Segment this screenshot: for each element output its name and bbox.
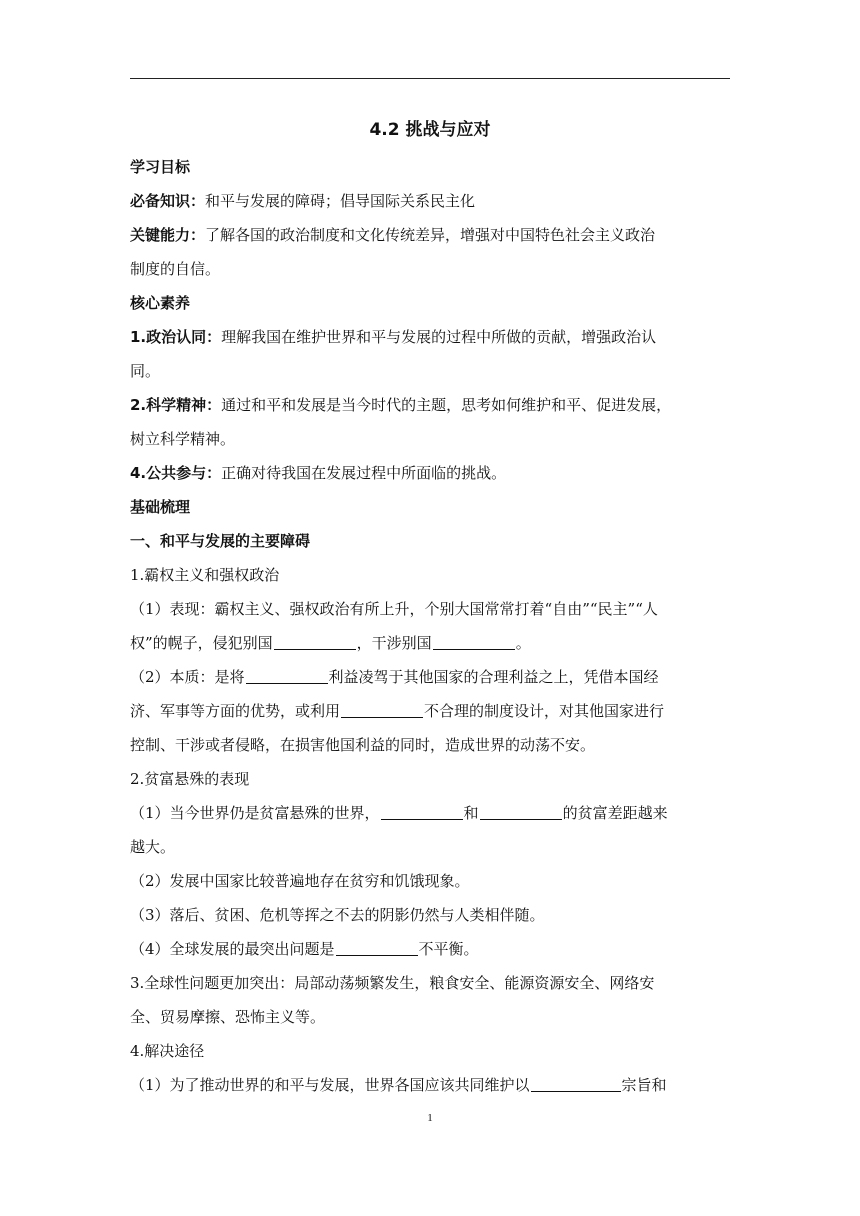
- text-span: 权”的幌子，侵犯别国: [130, 634, 273, 652]
- fill-blank[interactable]: [246, 682, 328, 684]
- text-span: 利益凌驾于其他国家的合理利益之上，凭借本国经: [328, 668, 659, 686]
- literacy-4-text: 正确对待我国在发展过程中所面临的挑战。: [221, 464, 507, 482]
- literacy-4-label: 4.公共参与：: [130, 464, 222, 482]
- literacy-2-line1: 通过和平和发展是当今时代的主题，思考如何维护和平、促进发展，: [221, 396, 672, 414]
- item-2-q1-line1: [130, 796, 730, 830]
- text-span: （1）为了推动世界的和平与发展，世界各国应该共同维护以: [130, 1076, 530, 1094]
- text-span: （2）本质：是将: [130, 668, 245, 686]
- key-ability-line2: 制度的自信。: [130, 260, 221, 278]
- required-knowledge-text: 和平与发展的障碍；倡导国际关系民主化: [205, 192, 476, 210]
- key-ability-label: 关键能力：: [130, 226, 206, 244]
- text-span: 的贫富差距越来: [562, 804, 668, 822]
- item-1-heading: 1.霸权主义和强权政治: [130, 566, 280, 584]
- key-ability-line1: 了解各国的政治制度和文化传统差异，增强对中国特色社会主义政治: [205, 226, 656, 244]
- text-span: ，干涉别国: [356, 634, 432, 652]
- item-3-line2: 全、贸易摩擦、恐怖主义等。: [130, 1008, 326, 1026]
- objectives-heading: 学习目标: [130, 158, 191, 176]
- document-body: [130, 150, 730, 1102]
- fill-blank[interactable]: [341, 716, 423, 718]
- item-4-r1: [130, 1068, 730, 1102]
- text-span: 济、军事等方面的优势，或利用: [130, 702, 341, 720]
- text-span: （4）全球发展的最突出问题是: [130, 940, 335, 958]
- section-1-heading: 一、和平与发展的主要障碍: [130, 532, 311, 550]
- fill-blank[interactable]: [381, 818, 463, 820]
- literacy-4: [130, 456, 730, 490]
- document-title: 4.2 挑战与应对: [369, 120, 491, 140]
- fill-blank[interactable]: [274, 648, 356, 650]
- item-2-heading: 2.贫富悬殊的表现: [130, 770, 250, 788]
- item-2-q1-line2: 越大。: [130, 838, 176, 856]
- item-2-q2: （2）发展中国家比较普遍地存在贫穷和饥饿现象。: [130, 872, 470, 890]
- item-4-heading: 4.解决途径: [130, 1042, 205, 1060]
- literacy-1-line1: 理解我国在维护世界和平与发展的过程中所做的贡献，增强政治认: [221, 328, 657, 346]
- item-1-p2-line3: 控制、干涉或者侵略，在损害他国利益的同时，造成世界的动荡不安。: [130, 736, 596, 754]
- item-1-p1-line1: （1）表现：霸权主义、强权政治有所上升，个别大国常常打着“自由”“民主”“人: [130, 600, 658, 618]
- key-ability: [130, 218, 730, 252]
- item-2-q3: （3）落后、贫困、危机等挥之不去的阴影仍然与人类相伴随。: [130, 906, 545, 924]
- header-rule: [130, 78, 730, 79]
- literacy-2-label: 2.科学精神：: [130, 396, 222, 414]
- literacy-2-line2: 树立科学精神。: [130, 430, 236, 448]
- item-1-p2-line2: [130, 694, 730, 728]
- text-span: （1）当今世界仍是贫富悬殊的世界，: [130, 804, 380, 822]
- required-knowledge: [130, 184, 730, 218]
- item-1-p2-line1: [130, 660, 730, 694]
- literacy-2: [130, 388, 730, 422]
- item-1-p1-line2: [130, 626, 730, 660]
- literacy-1: [130, 320, 730, 354]
- text-span: 不平衡。: [418, 940, 479, 958]
- basics-heading: 基础梳理: [130, 498, 191, 516]
- text-span: 宗旨和: [621, 1076, 667, 1094]
- literacy-1-label: 1.政治认同：: [130, 328, 222, 346]
- item-2-q4: [130, 932, 730, 966]
- fill-blank[interactable]: [336, 954, 418, 956]
- text-span: 和: [463, 804, 479, 822]
- fill-blank[interactable]: [433, 648, 515, 650]
- required-knowledge-label: 必备知识：: [130, 192, 206, 210]
- text-span: 。: [515, 634, 531, 652]
- item-3-line1: 3.全球性问题更加突出：局部动荡频繁发生，粮食安全、能源资源安全、网络安: [130, 974, 655, 992]
- fill-blank[interactable]: [480, 818, 562, 820]
- text-span: 不合理的制度设计，对其他国家进行: [424, 702, 665, 720]
- fill-blank[interactable]: [531, 1090, 621, 1092]
- page-number: 1: [427, 1112, 433, 1124]
- literacy-1-line2: 同。: [130, 362, 161, 380]
- core-literacy-heading: 核心素养: [130, 294, 191, 312]
